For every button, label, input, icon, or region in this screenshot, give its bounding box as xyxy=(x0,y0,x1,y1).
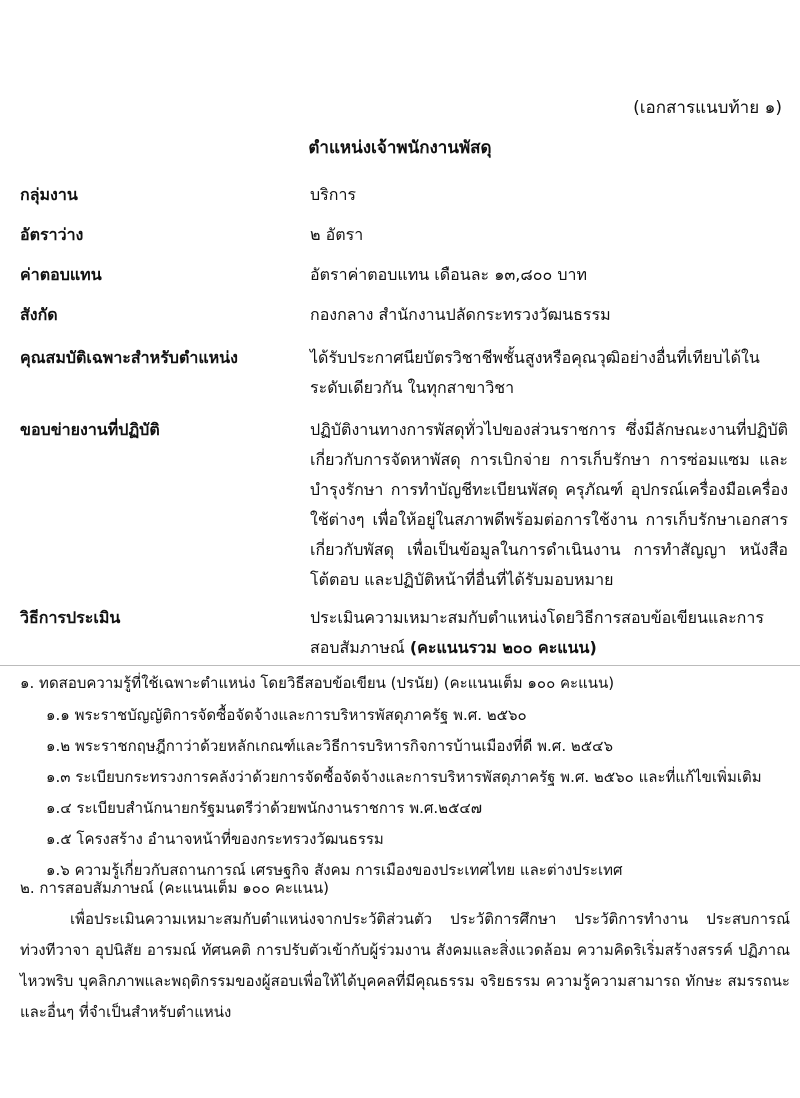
divider xyxy=(0,665,800,666)
field-value: ๒ อัตรา xyxy=(310,225,364,244)
field-label: อัตราว่าง xyxy=(20,225,84,244)
interview-paragraph: เพื่อประเมินความเหมาะสมกับตำแหน่งจากประวัติส่วนตัว ประวัติการศึกษา ประวัติการทำงาน ประสบการณ์ ท่วงทีวาจา อุปนิสัย อารมณ์ ทัศนคติ การปรับตัวเข้ากับผู้ร่วมงาน สังคมและสิ่งแวดล้อม ความคิดริเริ่มสร้างสรรค์ ปฏิภาณไหวพริบ บุคลิกภาพและพฤติกรรมของผู้สอบเพื่อให้ได้บุคคลที่มีคุณธรรม จริยธรรม ความรู้ความสามารถ ทักษะ สมรรถนะ และอื่นๆ ที่จำเป็นสำหรับตำแหน่ง xyxy=(20,910,790,1021)
list-item: ๑.๓ ระเบียบกระทรวงการคลังว่าด้วยการจัดซื้อจัดจ้างและการบริหารพัสดุภาครัฐ พ.ศ. ๒๕๖๐ และที่แก้ไขเพิ่มเติม xyxy=(46,768,762,786)
written-test-heading: ๑. ทดสอบความรู้ที่ใช้เฉพาะตำแหน่ง โดยวิธีสอบข้อเขียน (ปรนัย) (คะแนนเต็ม ๑๐๐ คะแนน) xyxy=(20,674,615,692)
annex-label: (เอกสารแนบท้าย ๑) xyxy=(633,98,782,118)
field-value: บริการ xyxy=(310,185,357,204)
list-item: ๑.๒ พระราชกฤษฎีกาว่าด้วยหลักเกณฑ์และวิธีการบริหารกิจการบ้านเมืองที่ดี พ.ศ. ๒๕๔๖ xyxy=(46,737,613,755)
interview-heading: ๒. การสอบสัมภาษณ์ (คะแนนเต็ม ๑๐๐ คะแนน) xyxy=(20,879,329,897)
field-label: คุณสมบัติเฉพาะสำหรับตำแหน่ง xyxy=(20,348,238,367)
field-value: ปฏิบัติงานทางการพัสดุทั่วไปของส่วนราชการ ซึ่งมีลักษณะงานที่ปฏิบัติเกี่ยวกับการจัดหาพัสดุ การเบิกจ่าย การเก็บรักษา การซ่อมแซม และบำรุงรักษา การทำบัญชีทะเบียนพัสดุ ครุภัณฑ์ อุปกรณ์เครื่องมือเครื่องใช้ต่างๆ เพื่อให้อยู่ในสภาพดีพร้อมต่อการใช้งาน การเก็บรักษาเอกสารเกี่ยวกับพัสดุ เพื่อเป็นข้อมูลในการดำเนินงาน การทำสัญญา หนังสือโต้ตอบ และปฏิบัติหน้าที่อื่นที่ได้รับมอบหมาย xyxy=(310,420,788,589)
list-item: ๑.๑ พระราชบัญญัติการจัดซื้อจัดจ้างและการบริหารพัสดุภาครัฐ พ.ศ. ๒๕๖๐ xyxy=(46,706,527,724)
field-label: กลุ่มงาน xyxy=(20,185,78,204)
field-label: ขอบข่ายงานที่ปฏิบัติ xyxy=(20,420,160,439)
field-value: ได้รับประกาศนียบัตรวิชาชีพชั้นสูงหรือคุณวุฒิอย่างอื่นที่เทียบได้ในระดับเดียวกัน ในทุกสาขาวิชา xyxy=(310,348,760,397)
field-label: ค่าตอบแทน xyxy=(20,265,102,284)
page-title: ตำแหน่งเจ้าพนักงานพัสดุ xyxy=(308,138,492,158)
field-label: สังกัด xyxy=(20,305,58,324)
list-item: ๑.๔ ระเบียบสำนักนายกรัฐมนตรีว่าด้วยพนักงานราชการ พ.ศ.๒๕๔๗ xyxy=(46,799,483,817)
evaluation-text: ประเมินความเหมาะสมกับตำแหน่งโดยวิธีการสอบข้อเขียนและการสอบสัมภาษณ์ xyxy=(310,608,764,657)
field-value xyxy=(310,603,788,663)
list-item: ๑.๖ ความรู้เกี่ยวกับสถานการณ์ เศรษฐกิจ สังคม การเมืองของประเทศไทย และต่างประเทศ xyxy=(46,861,623,879)
field-value: อัตราค่าตอบแทน เดือนละ ๑๓,๘๐๐ บาท xyxy=(310,265,588,284)
evaluation-total-score: (คะแนนรวม ๒๐๐ คะแนน) xyxy=(409,638,597,657)
field-label: วิธีการประเมิน xyxy=(20,608,121,627)
field-value: กองกลาง สำนักงานปลัดกระทรวงวัฒนธรรม xyxy=(310,305,611,324)
list-item: ๑.๕ โครงสร้าง อำนาจหน้าที่ของกระทรวงวัฒนธรรม xyxy=(46,830,384,848)
